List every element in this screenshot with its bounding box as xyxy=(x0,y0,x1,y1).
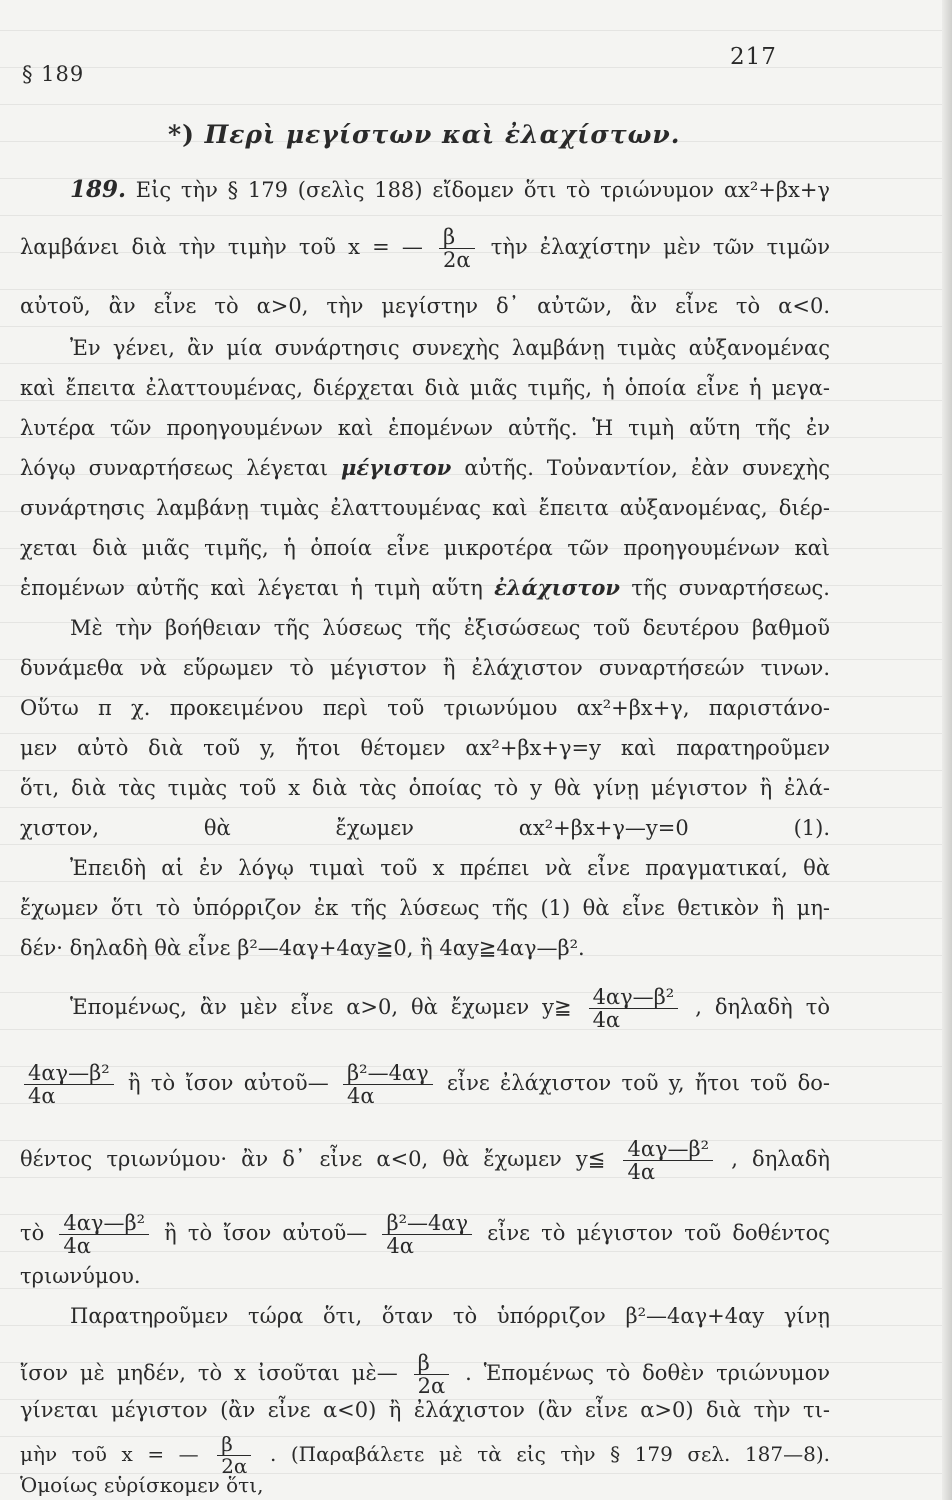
line-text: . Ἑπομένως τὸ δοθὲν τριώνυμον xyxy=(465,1361,830,1386)
fraction xyxy=(589,986,679,1031)
line-text: ἑπομένων αὐτῆς καὶ λέγεται ἡ τιμὴ αὕτη xyxy=(20,576,495,600)
fraction xyxy=(24,1062,114,1107)
heading-title: Περὶ μεγίστων καὶ ἐλαχίστων. xyxy=(204,120,681,149)
numerator: 4αγ—β² xyxy=(24,1062,114,1085)
line-text: εἶνε τὸ μέγιστον τοῦ δοθέντος xyxy=(487,1221,830,1246)
text-line-26 xyxy=(20,1352,830,1397)
denominator: 2α xyxy=(443,248,471,273)
text-line-6: λυτέρα τῶν προηγουμένων καὶ ἑπομένων αὐτῆς. Ἡ τιμὴ αὕτη τῆς ἐν xyxy=(20,416,830,440)
line-text: ἢ τὸ ἴσον αὐτοῦ— xyxy=(164,1221,368,1246)
line-text: τὴν ἐλαχίστην μὲν τῶν τιμῶν xyxy=(490,235,830,260)
text-line-4: Ἐν γένει, ἂν μία συνάρτησις συνεχὴς λαμβάνῃ τιμὰς αὐξανομένας xyxy=(70,336,830,360)
text-line-7 xyxy=(20,454,830,482)
numerator: β²—4αγ xyxy=(343,1062,433,1085)
line-text: Ἑπομένως, ἂν μὲν εἶνε α>0, θὰ ἔχωμεν y≧ xyxy=(70,995,572,1020)
denominator: 4α xyxy=(63,1234,91,1259)
fraction xyxy=(382,1212,472,1257)
text-line-24: τριωνύμου. xyxy=(20,1264,141,1288)
line-text: τὸ xyxy=(20,1221,45,1246)
text-line-25: Παρατηροῦμεν τώρα ὅτι, ὅταν τὸ ὑπόρριζον β²—4αγ+4αy γίνῃ xyxy=(70,1304,830,1328)
fraction xyxy=(59,1212,149,1257)
numerator: 4αγ—β² xyxy=(589,986,679,1009)
denominator: 4α xyxy=(386,1234,414,1259)
line-text: τῆς συναρτήσεως. xyxy=(619,576,830,600)
text-line-8: συνάρτησις λαμβάνῃ τιμὰς ἐλαττουμένας καὶ ἔπειτα αὐξανομένας, διέρ- xyxy=(20,496,830,520)
line-text: ἢ τὸ ἴσον αὐτοῦ— xyxy=(127,1071,329,1096)
text-line-12: δυνάμεθα νὰ εὕρωμεν τὸ μέγιστον ἢ ἐλάχιστον συναρτήσεών τινων. xyxy=(20,656,830,680)
line-text: αὐτῆς. Τοὐναντίον, ἐὰν συνεχὴς xyxy=(451,456,830,480)
text-line-13: Οὕτω π χ. προκειμένου περὶ τοῦ τριωνύμου αx²+βx+γ, παριστάνο- xyxy=(20,696,830,720)
text-line-1 xyxy=(70,176,830,204)
footnote-marker: *) xyxy=(168,120,205,149)
section-marker: § 189 xyxy=(22,62,85,86)
section-heading xyxy=(168,120,680,149)
text-line-21 xyxy=(20,1062,830,1107)
emphasis-term: ἐλάχιστον xyxy=(494,575,620,600)
line-text: λόγῳ συναρτήσεως λέγεται xyxy=(20,456,341,480)
numerator: β xyxy=(439,226,475,249)
fraction xyxy=(623,1138,713,1183)
numerator: 4αγ—β² xyxy=(59,1212,149,1235)
text-line-28 xyxy=(20,1434,830,1477)
text-line-23 xyxy=(20,1212,830,1257)
emphasis-term: μέγιστον xyxy=(340,455,452,480)
text-line-3: αὐτοῦ, ἂν εἶνε τὸ α>0, τὴν μεγίστην δ᾽ αὐτῶν, ἂν εἶνε τὸ α<0. xyxy=(20,294,830,318)
line-text: , δηλαδὴ xyxy=(731,1147,830,1172)
denominator: 2α xyxy=(221,1454,248,1478)
denominator: 4α xyxy=(28,1084,56,1109)
text-line-16 xyxy=(20,814,830,842)
denominator: 4α xyxy=(347,1084,375,1109)
text-line-2 xyxy=(20,226,830,271)
numerator: β xyxy=(217,1434,251,1456)
text-line-15: ὅτι, διὰ τὰς τιμὰς τοῦ x διὰ τὰς ὁποίας τὸ y θὰ γίνῃ μέγιστον ἢ ἐλά- xyxy=(20,776,830,800)
text-line-20 xyxy=(70,986,830,1031)
line-text: μὴν τοῦ x = — xyxy=(20,1442,214,1466)
line-text: . (Παραβάλετε μὲ τὰ εἰς τὴν § 179 σελ. 187—8). xyxy=(255,1442,830,1466)
line-text: , δηλαδὴ τὸ xyxy=(695,995,830,1020)
numerator: 4αγ—β² xyxy=(623,1138,713,1161)
line-text: χιστον, θὰ ἔχωμεν αx²+βx+γ—y=0 xyxy=(20,816,689,840)
text-line-29: Ὁμοίως εὑρίσκομεν ὅτι, xyxy=(20,1473,264,1497)
numerator: β xyxy=(414,1352,450,1375)
text-line-10 xyxy=(20,574,830,602)
line-text: λαμβάνει διὰ τὴν τιμὴν τοῦ x = — xyxy=(20,235,423,260)
numerator: β²—4αγ xyxy=(382,1212,472,1235)
denominator: 2α xyxy=(417,1374,446,1399)
denominator: 4α xyxy=(627,1160,655,1185)
line-text: εἶνε ἐλάχιστον τοῦ y, ἤτοι τοῦ δο- xyxy=(446,1071,830,1096)
text-line-19: δέν· δηλαδὴ θὰ εἶνε β²—4αγ+4αy≧0, ἢ 4αy≧4αγ—β². xyxy=(20,936,585,960)
line-text: θέντος τριωνύμου· ἂν δ᾽ εἶνε α<0, θὰ ἔχωμεν y≦ xyxy=(20,1147,606,1172)
paragraph-number: 189. xyxy=(70,176,127,203)
text-line-5: καὶ ἔπειτα ἐλαττουμένας, διέρχεται διὰ μιᾶς τιμῆς, ἡ ὁποία εἶνε ἡ μεγα- xyxy=(20,376,830,400)
fraction xyxy=(343,1062,433,1107)
text-line-14: μεν αὐτὸ διὰ τοῦ y, ἤτοι θέτομεν αx²+βx+γ=y καὶ παρατηροῦμεν xyxy=(20,736,830,760)
page-edge xyxy=(942,0,952,1500)
text-line-22 xyxy=(20,1138,830,1183)
equation-tag: (1). xyxy=(793,816,830,840)
text-line-9: χεται διὰ μιᾶς τιμῆς, ἡ ὁποία εἶνε μικροτέρα τῶν προηγουμένων καὶ xyxy=(20,536,830,560)
text-line-17: Ἐπειδὴ αἱ ἐν λόγῳ τιμαὶ τοῦ x πρέπει νὰ εἶνε πραγματικαί, θὰ xyxy=(70,856,830,880)
fraction xyxy=(217,1434,251,1477)
line-text: ἴσον μὲ μηδέν, τὸ x ἰσοῦται μὲ— xyxy=(20,1361,398,1386)
page-number: 217 xyxy=(730,44,777,70)
text-line-27: γίνεται μέγιστον (ἂν εἶνε α<0) ἢ ἐλάχιστον (ἂν εἶνε α>0) διὰ τὴν τι- xyxy=(20,1398,830,1422)
fraction xyxy=(414,1352,450,1397)
denominator: 4α xyxy=(592,1008,621,1033)
text-line-18: ἔχωμεν ὅτι τὸ ὑπόρριζον ἐκ τῆς λύσεως τῆς (1) θὰ εἶνε θετικὸν ἢ μη- xyxy=(20,896,830,920)
text-line-11: Μὲ τὴν βοήθειαν τῆς λύσεως τῆς ἐξισώσεως τοῦ δευτέρου βαθμοῦ xyxy=(70,616,830,640)
fraction xyxy=(439,226,475,271)
line-text: Εἰς τὴν § 179 (σελὶς 188) εἴδομεν ὅτι τὸ τριώνυμον αx²+βx+γ xyxy=(126,178,830,202)
